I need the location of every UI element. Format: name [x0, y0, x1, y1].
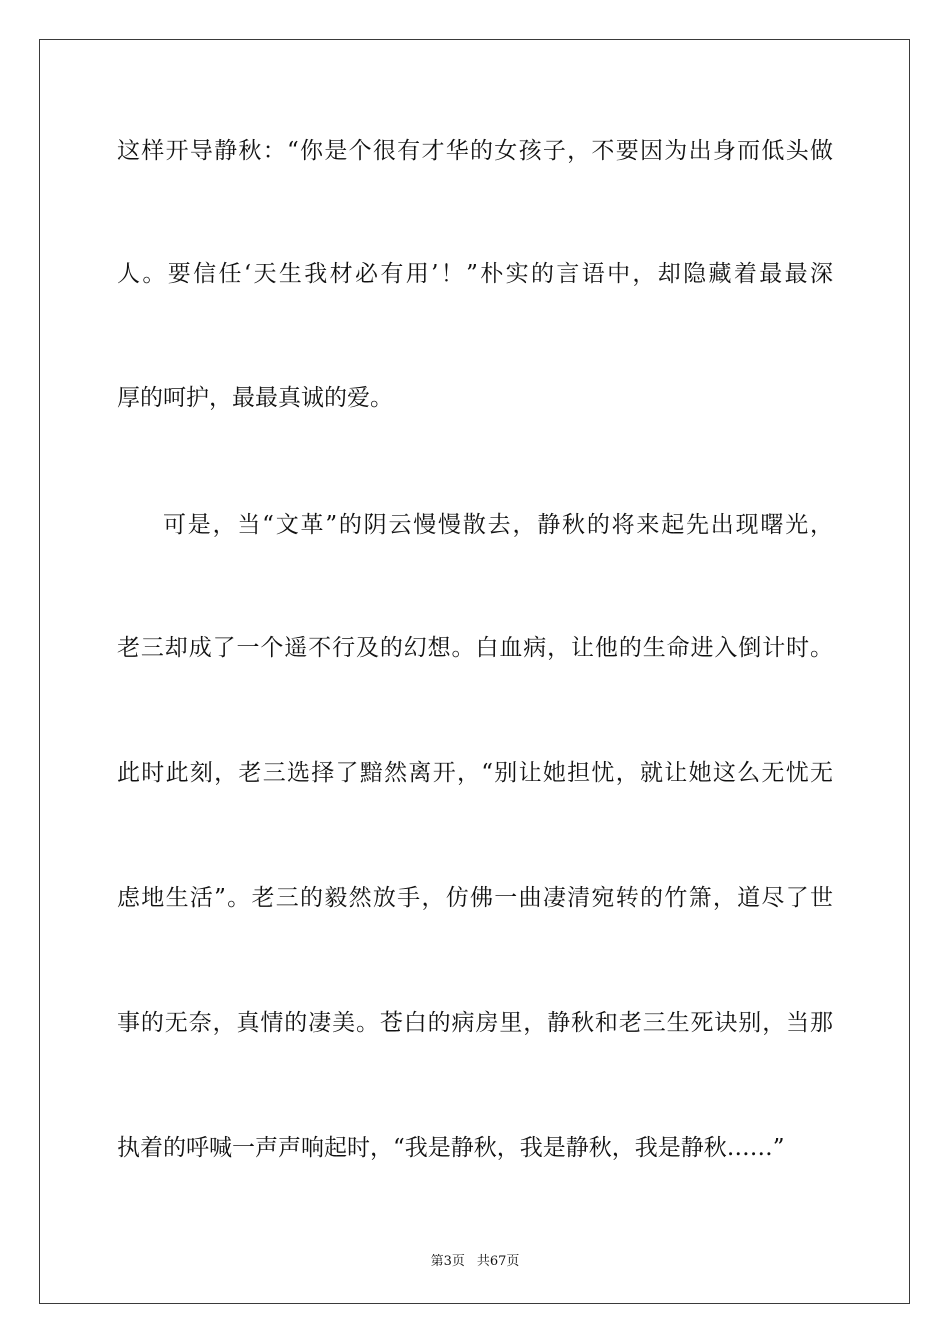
text-line-8: 事的无奈，真情的凄美。苍白的病房里，静秋和老三生死诀别，当那 [117, 1010, 833, 1036]
text-line-1: 这样开导静秋：“你是个很有才华的女孩子，不要因为出身而低头做 [117, 138, 833, 164]
current-page-label: 第3页 [430, 1254, 465, 1269]
text-line-9: 执着的呼喊一声声响起时，“我是静秋，我是静秋，我是静秋……” [117, 1135, 785, 1161]
text-line-2: 人。要信任‘天生我材必有用’！”朴实的言语中，却隐藏着最最深 [117, 261, 833, 287]
text-line-6: 此时此刻，老三选择了黯然离开，“别让她担忧，就让她这么无忧无 [117, 760, 833, 786]
total-pages-label: 共67页 [476, 1254, 520, 1269]
page-border [39, 39, 910, 1304]
text-line-4: 可是，当“文革”的阴云慢慢散去，静秋的将来起先出现曙光， [163, 512, 833, 538]
text-line-5: 老三却成了一个遥不行及的幻想。白血病，让他的生命进入倒计时。 [117, 635, 833, 661]
text-line-7: 虑地生活”。老三的毅然放手，仿佛一曲凄清宛转的竹箫，道尽了世 [117, 885, 833, 911]
text-line-3: 厚的呵护，最最真诚的爱。 [117, 385, 393, 411]
page-footer [0, 1250, 950, 1269]
